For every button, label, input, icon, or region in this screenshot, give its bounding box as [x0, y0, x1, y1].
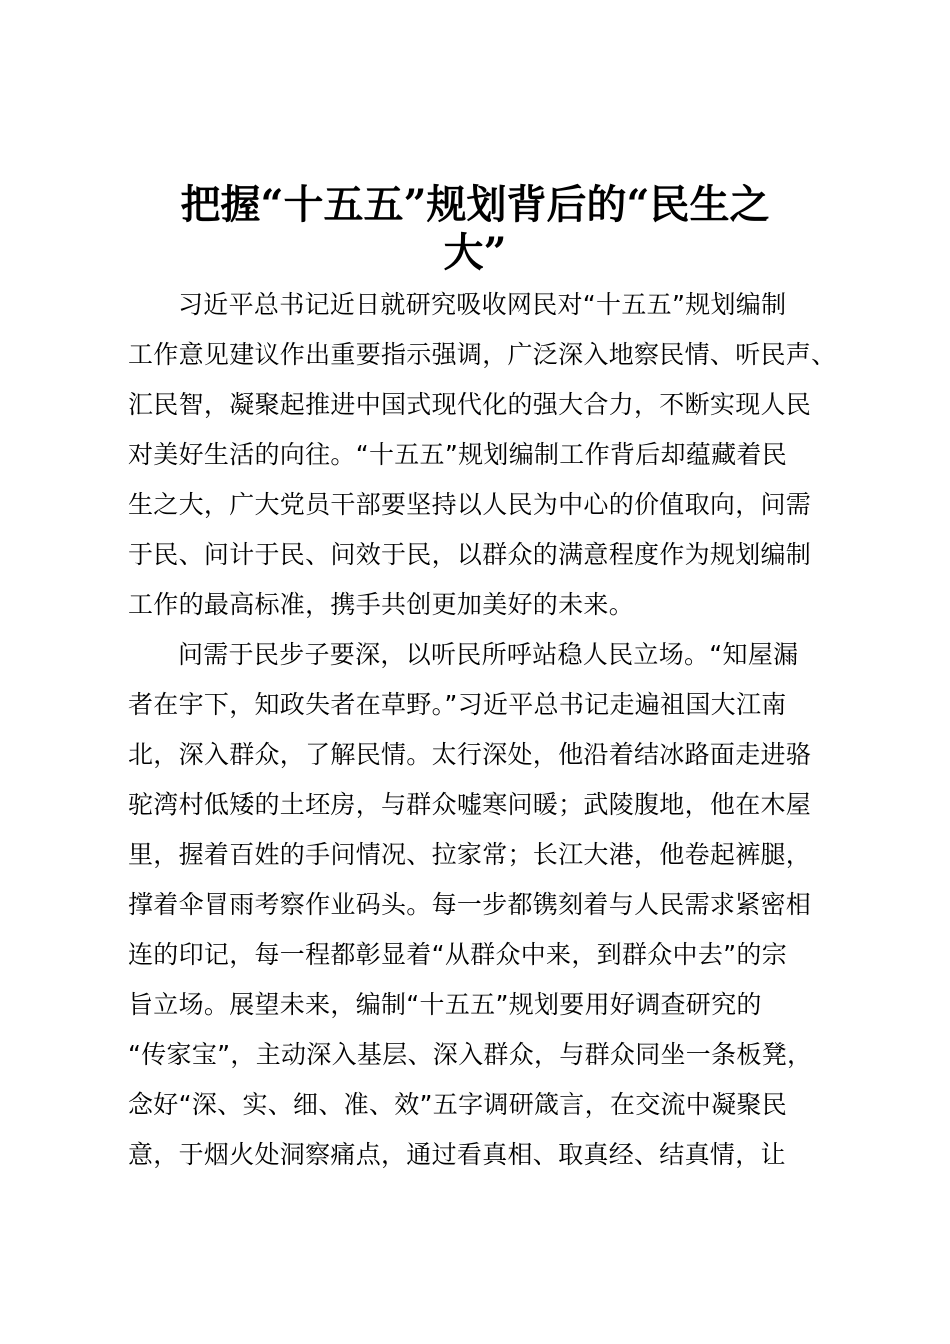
- paragraph-line: 者在宇下，知政失者在草野。”习近平总书记走遍祖国大江南: [128, 690, 787, 719]
- paragraph-line: 汇民智，凝聚起推进中国式现代化的强大合力，不断实现人民: [128, 390, 812, 419]
- document-body: [128, 280, 848, 1180]
- paragraph-line: 习近平总书记近日就研究吸收网民对“十五五”规划编制: [178, 290, 787, 319]
- paragraph-line: 驼湾村低矮的土坯房，与群众嘘寒问暖；武陵腹地，他在木屋: [128, 790, 812, 819]
- paragraph-line: 问需于民步子要深，以听民所呼站稳人民立场。“知屋漏: [178, 640, 799, 669]
- document-title-line-1: 把握“十五五”规划背后的“民生之: [180, 181, 770, 228]
- paragraph-line: 连的印记，每一程都彰显着“从群众中来，到群众中去”的宗: [128, 940, 788, 969]
- paragraph-line: 于民、问计于民、问效于民，以群众的满意程度作为规划编制: [128, 540, 812, 569]
- paragraph-line: 北，深入群众，了解民情。太行深处，他沿着结冰路面走进骆: [128, 740, 812, 769]
- paragraph-line: “传家宝”，主动深入基层、深入群众，与群众同坐一条板凳，: [128, 1040, 813, 1069]
- paragraph-line: 里，握着百姓的手问情况、拉家常；长江大港，他卷起裤腿，: [128, 840, 812, 869]
- paragraph-line: 生之大，广大党员干部要坚持以人民为中心的价值取向，问需: [128, 490, 812, 519]
- paragraph-line: 意，于烟火处洞察痛点，通过看真相、取真经、结真情，让: [128, 1140, 786, 1169]
- paragraph-line: 撑着伞冒雨考察作业码头。每一步都镌刻着与人民需求紧密相: [128, 890, 812, 919]
- paragraph-line: 念好“深、实、细、准、效”五字调研箴言，在交流中凝聚民: [128, 1090, 788, 1119]
- paragraph: [128, 630, 848, 1180]
- paragraph-line: 工作意见建议作出重要指示强调，广泛深入地察民情、听民声、: [128, 340, 837, 369]
- paragraph-line: 旨立场。展望未来，编制“十五五”规划要用好调查研究的: [128, 990, 762, 1019]
- document-title-line-2: 大”: [443, 229, 507, 276]
- paragraph: [128, 280, 848, 630]
- paragraph-line: 工作的最高标准，携手共创更加美好的未来。: [128, 590, 635, 619]
- paragraph-line: 对美好生活的向往。“十五五”规划编制工作背后却蕴藏着民: [128, 440, 788, 469]
